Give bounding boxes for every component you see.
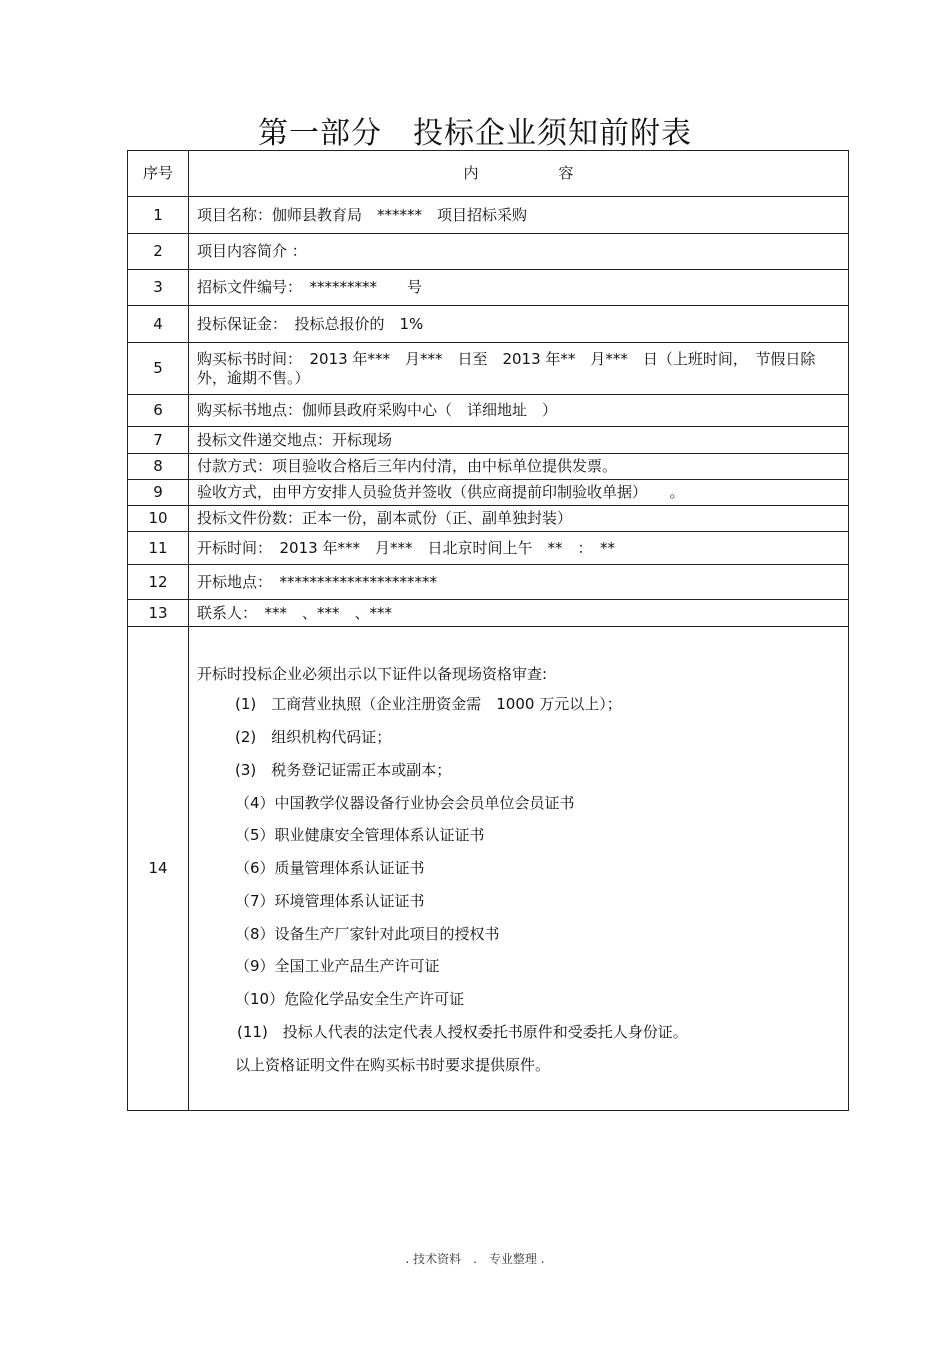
qualification-item: （9）全国工业产品生产许可证 <box>235 957 440 976</box>
table-row <box>128 197 849 234</box>
row-num: 3 <box>128 270 189 306</box>
table-header-row <box>128 151 849 197</box>
table-row <box>128 427 849 454</box>
header-content-1: 内 <box>463 164 479 183</box>
row-num: 6 <box>128 395 189 427</box>
row-num: 2 <box>128 234 189 270</box>
bid-requirements-table <box>127 150 849 1111</box>
row-num: 12 <box>128 565 189 600</box>
qualification-item: （4）中国教学仪器设备行业协会会员单位会员证书 <box>235 793 575 812</box>
row-text: 购买标书时间： 2013 年*** 月*** 日至 2013 年** 月*** 日（上班时间， 节假日除外，逾期不售。） <box>189 343 849 395</box>
row-text: 投标文件递交地点：开标现场 <box>189 427 849 454</box>
table-row <box>128 395 849 427</box>
row-num: 14 <box>128 627 189 1111</box>
table-row <box>128 565 849 600</box>
row-text: 开标时间： 2013 年*** 月*** 日北京时间上午 ** ： ** <box>189 532 849 565</box>
row-text: 联系人： *** 、*** 、*** <box>189 600 849 627</box>
qualification-item: (11) 投标人代表的法定代表人授权委托书原件和受委托人身份证。 <box>237 1022 688 1041</box>
row-num: 11 <box>128 532 189 565</box>
table-row <box>128 343 849 395</box>
table-row <box>128 454 849 480</box>
qualification-item: (2) 组织机构代码证； <box>235 728 392 747</box>
qualifications-cell <box>189 627 849 1111</box>
header-content <box>189 151 849 197</box>
row-text: 项目内容简介 ： <box>189 234 849 270</box>
table-row <box>128 270 849 306</box>
qualification-item: （6）质量管理体系认证证书 <box>235 859 425 878</box>
page-title: 第一部分 投标企业须知前附表 <box>258 116 692 151</box>
qualifications-outro: 以上资格证明文件在购买标书时要求提供原件。 <box>235 1055 551 1074</box>
row-text: 投标保证金： 投标总报价的 1% <box>189 306 849 343</box>
row-num: 10 <box>128 506 189 532</box>
row-text: 开标地点： ********************* <box>189 565 849 600</box>
qualifications-intro: 开标时投标企业必须出示以下证件以备现场资格审查: <box>197 664 548 683</box>
row-num: 1 <box>128 197 189 234</box>
qualification-item: (1) 工商营业执照（企业注册资金需 1000 万元以上）； <box>235 695 622 714</box>
qualification-item: （7）环境管理体系认证证书 <box>235 891 425 910</box>
page-footer: . 技术资料 . 专业整理 . <box>405 1252 545 1266</box>
row-text: 投标文件份数：正本一份，副本贰份（正、副单独封装） <box>189 506 849 532</box>
table-row <box>128 234 849 270</box>
row-num: 7 <box>128 427 189 454</box>
qualification-item: （10）危险化学品安全生产许可证 <box>235 990 465 1009</box>
qualification-item: （5）职业健康安全管理体系认证证书 <box>235 826 485 845</box>
row-text: 招标文件编号： ********* 号 <box>189 270 849 306</box>
row-text: 购买标书地点：伽师县政府采购中心（ 详细地址 ） <box>189 395 849 427</box>
row-num: 9 <box>128 480 189 506</box>
row-num: 13 <box>128 600 189 627</box>
row-text: 项目名称：伽师县教育局 ****** 项目招标采购 <box>189 197 849 234</box>
row-num: 5 <box>128 343 189 395</box>
table-row <box>128 306 849 343</box>
row-text: 验收方式，由甲方安排人员验货并签收（供应商提前印制验收单据） 。 <box>189 480 849 506</box>
qualification-item: (3) 税务登记证需正本或副本； <box>235 760 452 779</box>
table-row <box>128 506 849 532</box>
row-num: 4 <box>128 306 189 343</box>
table-row <box>128 480 849 506</box>
header-num: 序号 <box>128 151 189 197</box>
row-num: 8 <box>128 454 189 480</box>
table-row <box>128 532 849 565</box>
table-row-qualifications <box>128 627 849 1111</box>
row-text: 付款方式：项目验收合格后三年内付清，由中标单位提供发票。 <box>189 454 849 480</box>
table-row <box>128 600 849 627</box>
header-content-2: 容 <box>558 164 574 183</box>
qualification-item: （8）设备生产厂家针对此项目的授权书 <box>235 924 500 943</box>
